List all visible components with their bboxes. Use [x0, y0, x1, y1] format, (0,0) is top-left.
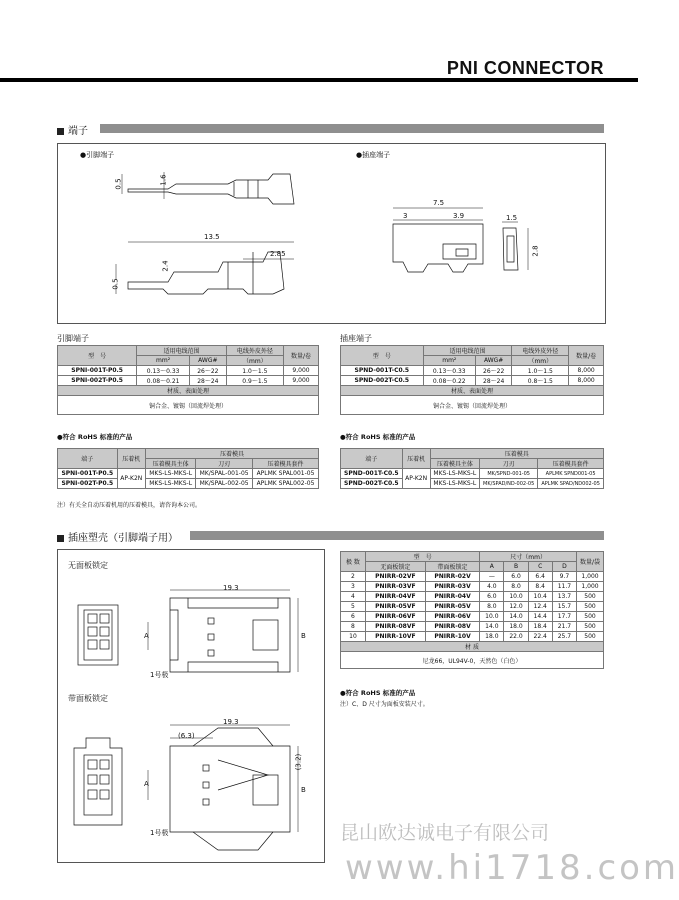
- col-qty: 数量/卷: [284, 346, 319, 366]
- dim-label: 19.3: [223, 584, 239, 592]
- dim-label: 1.5: [506, 214, 518, 222]
- pin1-label: 1号极: [150, 671, 169, 679]
- col-lock: 带面板锁定: [425, 562, 479, 572]
- material-head: 材 质: [341, 642, 604, 652]
- material-head: 材质、表面处理: [341, 386, 604, 396]
- col-applicator: 压着模具: [430, 449, 603, 459]
- pin-terminal-table: [57, 345, 319, 415]
- col-qty: 数量/卷: [569, 346, 604, 366]
- col-b: B: [504, 562, 528, 572]
- col-model: 型 号: [58, 346, 137, 366]
- col-term: 端子: [58, 449, 118, 469]
- dim-label: (3.2): [294, 753, 303, 771]
- col-kit: 压着模具套件: [538, 459, 604, 469]
- dim-label: 1.6: [159, 174, 168, 186]
- col-nolock: 无面板锁定: [365, 562, 425, 572]
- table-row: 10 PNIRR-10VF PNIRR-10V 18.0 22.0 22.4 25.7 500: [341, 632, 604, 642]
- dim-label: 2.85: [270, 250, 286, 258]
- dim-label: 3: [403, 212, 408, 220]
- col-od-unit: （mm）: [226, 356, 283, 366]
- dim-label: (6.3): [178, 732, 195, 740]
- square-bullet-icon: [57, 128, 64, 135]
- col-mm2: mm²: [423, 356, 475, 366]
- table-row: SPNI-002T-P0.5 0.08～0.21 28～24 0.9～1.5 9,000: [58, 376, 319, 386]
- col-machine: 压着机: [117, 449, 145, 469]
- table-row: 8 PNIRR-08VF PNIRR-08V 14.0 18.0 18.4 21.7 500: [341, 622, 604, 632]
- table-row: SPND-001T-C0.5 0.13～0.33 26～22 1.0～1.5 8,000: [341, 366, 604, 376]
- housing-note: 注）C、D 尺寸为面板安装尺寸。: [340, 701, 429, 708]
- section-bar: [100, 124, 604, 133]
- dim-label: 2.4: [161, 260, 170, 272]
- section-title: 插座塑壳（引脚端子用）: [68, 533, 178, 544]
- table-row: 3 PNIRR-03VF PNIRR-03V 4.0 8.0 8.4 11.7 1,000: [341, 582, 604, 592]
- table-row: 2 PNIRR-02VF PNIRR-02V — 6.0 6.4 9.7 1,000: [341, 572, 604, 582]
- col-wire: 适用电线范围: [423, 346, 512, 356]
- col-dims: 尺寸（mm）: [480, 552, 577, 562]
- material-value: 尼龙66，UL94V-0，天然色（白色）: [341, 652, 604, 669]
- dim-b-label: B: [301, 786, 306, 794]
- housing-drawings: [58, 550, 324, 862]
- col-awg: AWG#: [475, 356, 511, 366]
- col-a: A: [480, 562, 504, 572]
- dim-b-label: B: [301, 632, 306, 640]
- socket-crimp-table: [340, 448, 604, 489]
- col-model: 型 号: [341, 346, 424, 366]
- pin1-label: 1号极: [150, 829, 169, 837]
- table-row: 4 PNIRR-04VF PNIRR-04V 6.0 10.0 10.4 13.7 500: [341, 592, 604, 602]
- col-term: 端子: [341, 449, 403, 469]
- dim-label: 19.3: [223, 718, 239, 726]
- rohs-note: ●符合 RoHS 标准的产品: [340, 433, 416, 441]
- table-row: SPNI-002T-P0.5 MKS-LS-MKS-L MK/SPAL-002-05 APLMK SPAL002-05: [58, 479, 319, 489]
- housing-table: [340, 551, 604, 669]
- table-row: SPNI-001T-P0.5 0.13～0.33 26～22 1.0～1.5 9,000: [58, 366, 319, 376]
- pin-table-caption: 引脚端子: [57, 334, 89, 343]
- col-machine: 压着机: [402, 449, 430, 469]
- table-row: SPNI-001T-P0.5 AP-K2N MKS-LS-MKS-L MK/SPAL-001-05 APLMK SPAL001-05: [58, 469, 319, 479]
- socket-table-caption: 插座端子: [340, 334, 372, 343]
- dim-label: 0.5: [114, 178, 123, 190]
- crimp-note: 注）有关全自动压着机用的压着模具，请咨询本公司。: [57, 502, 202, 509]
- table-row: 5 PNIRR-05VF PNIRR-05V 8.0 12.0 12.4 15.7 500: [341, 602, 604, 612]
- col-applicator: 压着模具: [145, 449, 318, 459]
- pin-terminal-label: ●引脚端子: [80, 151, 115, 159]
- socket-terminal-table: [340, 345, 604, 415]
- table-row: SPND-002T-C0.5 0.08～0.22 28～24 0.8～1.5 8,000: [341, 376, 604, 386]
- pin-crimp-table: [57, 448, 319, 489]
- col-od: 电线外皮外径: [512, 346, 569, 356]
- col-blade: 刀刃: [480, 459, 538, 469]
- col-blade: 刀刃: [196, 459, 253, 469]
- col-poles: 极 数: [341, 552, 366, 572]
- header-rule: [0, 78, 638, 82]
- material-value: 铜合金、镀锡（回流焊处理）: [58, 396, 319, 415]
- col-awg: AWG#: [189, 356, 226, 366]
- section-header-terminals: [57, 122, 88, 137]
- lock-label: 带面板锁定: [68, 694, 108, 703]
- table-row: 6 PNIRR-06VF PNIRR-06V 10.0 14.0 14.4 17.7 500: [341, 612, 604, 622]
- dim-a-label: A: [144, 632, 149, 640]
- square-bullet-icon: [57, 535, 64, 542]
- col-c: C: [528, 562, 552, 572]
- col-d: D: [552, 562, 576, 572]
- col-qty: 数量/袋: [577, 552, 604, 572]
- watermark-site: www.hi1718.com: [345, 848, 679, 888]
- col-kit: 压着模具套件: [252, 459, 318, 469]
- col-body: 压着模具主体: [145, 459, 195, 469]
- dim-label: 13.5: [204, 233, 220, 241]
- terminal-drawings: [58, 144, 605, 323]
- col-od: 电线外皮外径: [226, 346, 283, 356]
- section-header-housing: [57, 529, 178, 544]
- col-wire: 适用电线范围: [137, 346, 226, 356]
- section-title: 端子: [68, 126, 88, 137]
- col-od-unit: （mm）: [512, 356, 569, 366]
- col-mm2: mm²: [137, 356, 190, 366]
- housing-drawing-panel: [57, 549, 325, 863]
- table-row: SPND-001T-C0.5 AP-K2N MKS-LS-MKS-L MK/SPND-001-05 APLMK SPND001-05: [341, 469, 604, 479]
- page-title: PNI CONNECTOR: [446, 58, 604, 78]
- no-lock-label: 无面板锁定: [68, 561, 108, 570]
- terminal-drawing-panel: [57, 143, 606, 324]
- socket-terminal-label: ●插座端子: [356, 151, 391, 159]
- rohs-note: ●符合 RoHS 标准的产品: [340, 689, 416, 697]
- dim-label: 0.5: [111, 278, 120, 290]
- dim-label: 3.9: [453, 212, 465, 220]
- table-row: SPND-002T-C0.5 MKS-LS-MKS-L MK/SPAD/ND-002-05 APLMK SPAD/ND002-05: [341, 479, 604, 489]
- material-head: 材质、表面处理: [58, 386, 319, 396]
- section-bar: [190, 531, 604, 540]
- dim-label: 7.5: [433, 199, 445, 207]
- watermark-company: 昆山欧达诚电子有限公司: [340, 822, 550, 844]
- col-model: 型 号: [365, 552, 479, 562]
- material-value: 铜合金、镀锡（回流焊处理）: [341, 396, 604, 415]
- dim-label: 2.8: [531, 245, 540, 257]
- col-body: 压着模具主体: [430, 459, 480, 469]
- dim-a-label: A: [144, 780, 149, 788]
- rohs-note: ●符合 RoHS 标准的产品: [57, 433, 133, 441]
